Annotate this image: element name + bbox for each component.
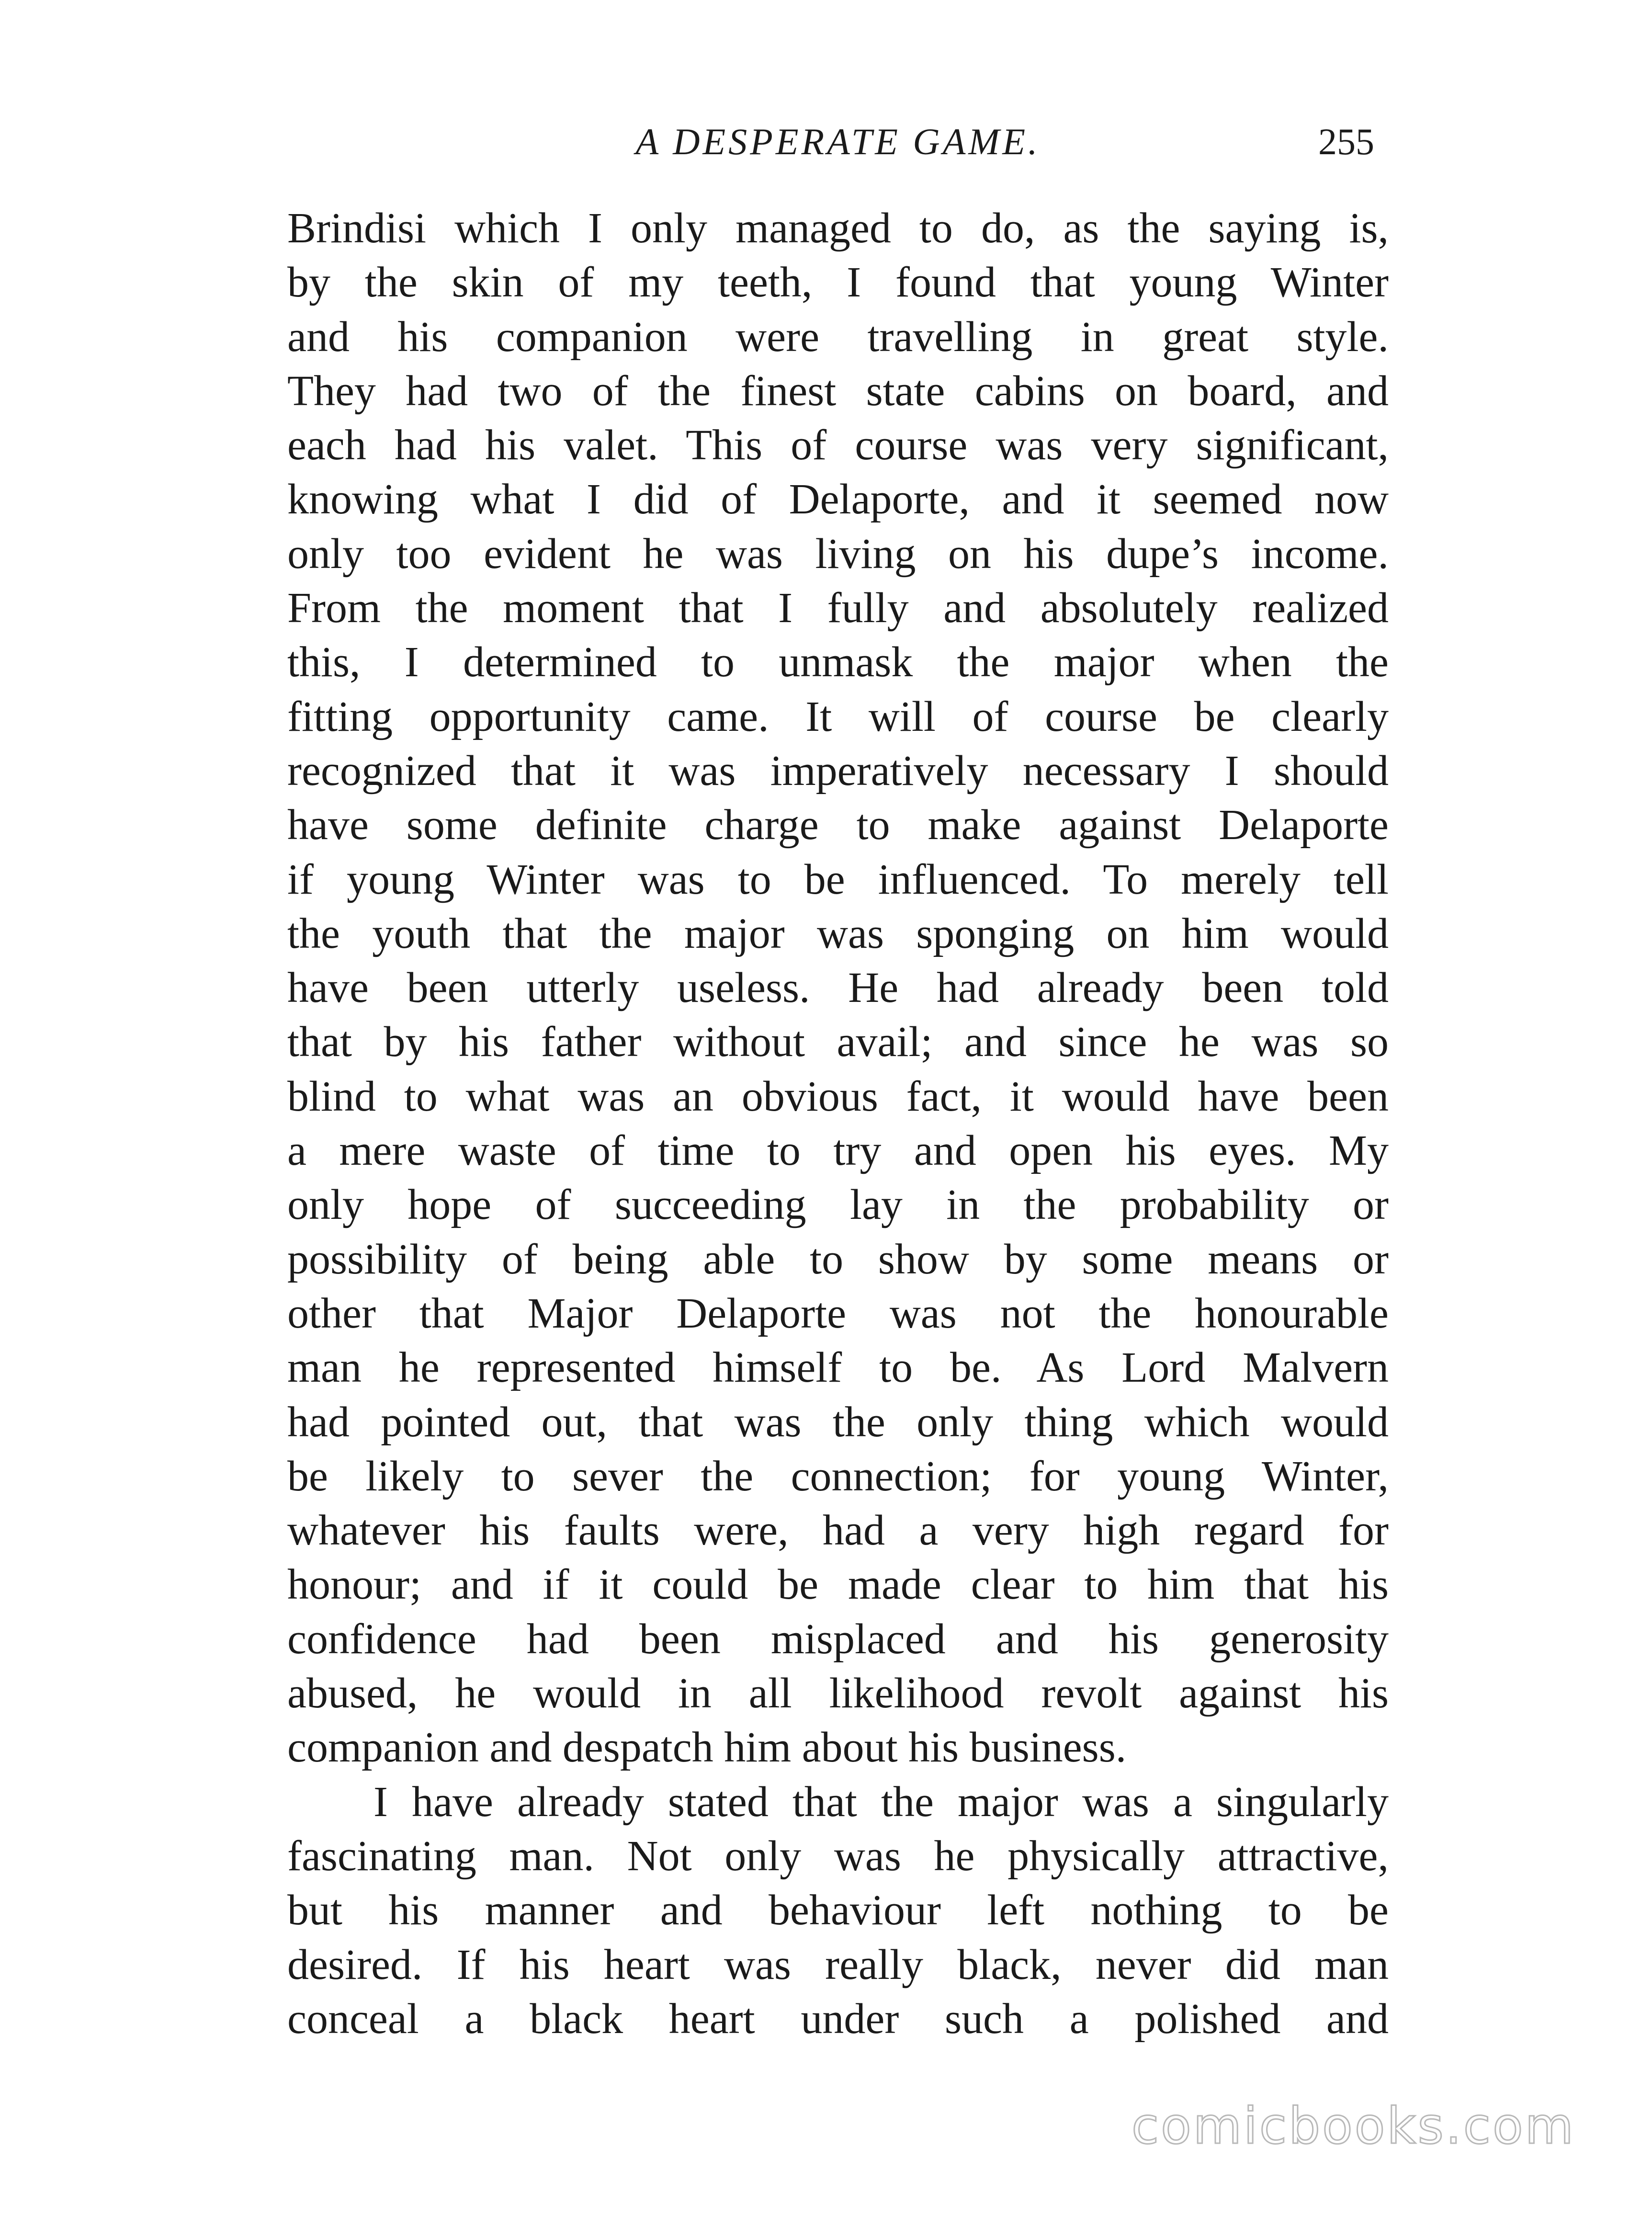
text-line: confidence had been misplaced and his generosity — [287, 1615, 1389, 1663]
running-title: A DESPERATE GAME. — [635, 121, 1041, 162]
running-head — [287, 113, 1389, 170]
text-line: honour; and if it could be made clear to him that his — [287, 1561, 1389, 1609]
text-line: be likely to sever the connection; for young Winter, — [287, 1452, 1389, 1500]
text-line: blind to what was an obvious fact, it would have been — [287, 1072, 1389, 1120]
text-line: each had his valet. This of course was very significant, — [287, 421, 1389, 469]
text-line: conceal a black heart under such a polished and — [287, 1995, 1389, 2043]
text-line: From the moment that I fully and absolutely realized — [287, 584, 1389, 632]
text-line: only hope of succeeding lay in the probability or — [287, 1181, 1389, 1229]
text-line: if young Winter was to be influenced. To merely tell — [287, 855, 1389, 903]
text-line: the youth that the major was sponging on him would — [287, 909, 1389, 957]
text-line: have some definite charge to make against Delaporte — [287, 801, 1389, 849]
text-line: possibility of being able to show by some means or — [287, 1235, 1389, 1283]
text-line: only too evident he was living on his dupe’s income. — [287, 530, 1389, 578]
text-line: knowing what I did of Delaporte, and it seemed now — [287, 476, 1389, 523]
text-line: this, I determined to unmask the major when the — [287, 638, 1389, 686]
text-line: by the skin of my teeth, I found that young Winter — [287, 259, 1389, 307]
text-line: They had two of the finest state cabins on board, and — [287, 367, 1389, 415]
text-line: recognized that it was imperatively necessary I should — [287, 747, 1389, 795]
paragraph-1 — [287, 201, 1389, 1775]
text-line: I have already stated that the major was a singularly — [373, 1778, 1389, 1826]
body-text — [287, 201, 1389, 2046]
text-line: abused, he would in all likelihood revolt against his — [287, 1670, 1389, 1717]
text-line: Brindisi which I only managed to do, as the saying is, — [287, 205, 1389, 252]
text-line: fascinating man. Not only was he physically attractive, — [287, 1832, 1389, 1880]
page-number: 255 — [1318, 121, 1374, 162]
text-line: other that Major Delaporte was not the honourable — [287, 1289, 1389, 1337]
text-line: that by his father without avail; and since he was so — [287, 1018, 1389, 1066]
watermark: comicbooks.com — [1131, 2097, 1575, 2155]
text-line: fitting opportunity came. It will of course be clearly — [287, 693, 1389, 740]
text-line: companion and despatch him about his business. — [287, 1724, 1127, 1772]
text-line: a mere waste of time to try and open his eyes. My — [287, 1127, 1389, 1175]
text-line: had pointed out, that was the only thing which would — [287, 1398, 1389, 1446]
text-line: desired. If his heart was really black, never did man — [287, 1941, 1389, 1988]
text-line: have been utterly useless. He had already been told — [287, 964, 1389, 1012]
paragraph-2 — [287, 1775, 1389, 2046]
text-line: man he represented himself to be. As Lord Malvern — [287, 1344, 1389, 1392]
text-line: and his companion were travelling in great style. — [287, 313, 1389, 361]
text-line: whatever his faults were, had a very high regard for — [287, 1507, 1389, 1555]
text-line: but his manner and behaviour left nothing to be — [287, 1886, 1389, 1934]
